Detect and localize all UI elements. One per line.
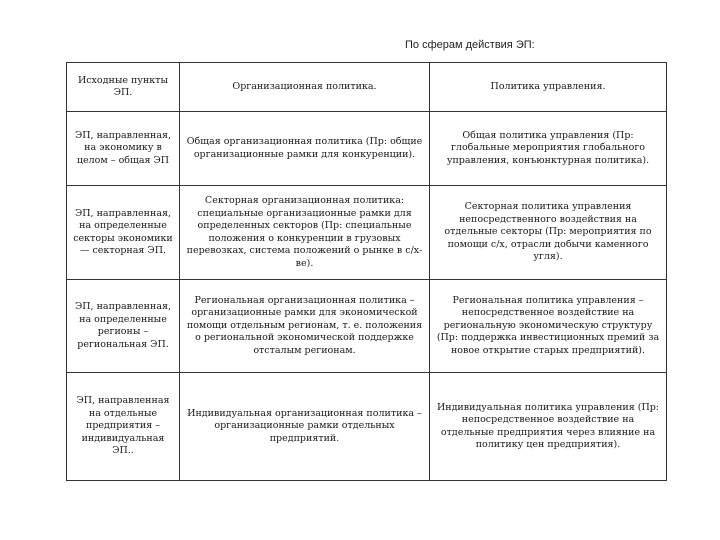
header-cell-organizational-policy: Организационная политика.: [180, 63, 430, 112]
table-cell: Региональная политика управления – непосредственное воздействие на региональную экономическую структуру (Пр: поддержка инвестиционных премий за новое открытие старых предприятий).: [430, 280, 667, 373]
table-cell: Индивидуальная организационная политика – организационные рамки отдельных предприятий.: [180, 373, 430, 481]
page-title: По сферам действия ЭП:: [405, 39, 535, 51]
table-row: [67, 186, 667, 280]
table-row: [67, 112, 667, 186]
table-cell: Общая политика управления (Пр: глобальные мероприятия глобального управления, конъюнктурная политика).: [430, 112, 667, 186]
table-row: [67, 373, 667, 481]
economic-policy-table: [66, 62, 667, 481]
table-cell: ЭП, направленная на отдельные предприятия – индивидуальная ЭП..: [67, 373, 180, 481]
table-cell: Общая организационная политика (Пр: общие организационные рамки для конкуренции).: [180, 112, 430, 186]
header-cell-management-policy: Политика управления.: [430, 63, 667, 112]
header-cell-initial-points: Исходные пункты ЭП.: [67, 63, 180, 112]
table-cell: Секторная организационная политика: специальные организационные рамки для определенных секторов (Пр: специальные положения о конкуренции в грузовых перевозках, система положений о рынке в с/х-ве).: [180, 186, 430, 280]
table-cell: Индивидуальная политика управления (Пр: непосредственное воздействие на отдельные предприятия через влияние на политику цен предприятия).: [430, 373, 667, 481]
table-cell: ЭП, направленная, на определенные регионы – региональная ЭП.: [67, 280, 180, 373]
table-cell: Секторная политика управления непосредственного воздействия на отдельные секторы (Пр: мероприятия по помощи с/х, отрасли добычи каменного угля).: [430, 186, 667, 280]
table-cell: ЭП, направленная, на экономику в целом – общая ЭП: [67, 112, 180, 186]
table-row: [67, 280, 667, 373]
table-header-row: [67, 63, 667, 112]
table-cell: ЭП, направленная, на определенные секторы экономики — секторная ЭП.: [67, 186, 180, 280]
table-cell: Региональная организационная политика – организационные рамки для экономической помощи отдельным регионам, т. е. положения о региональной экономической поддержке отсталым регионам.: [180, 280, 430, 373]
